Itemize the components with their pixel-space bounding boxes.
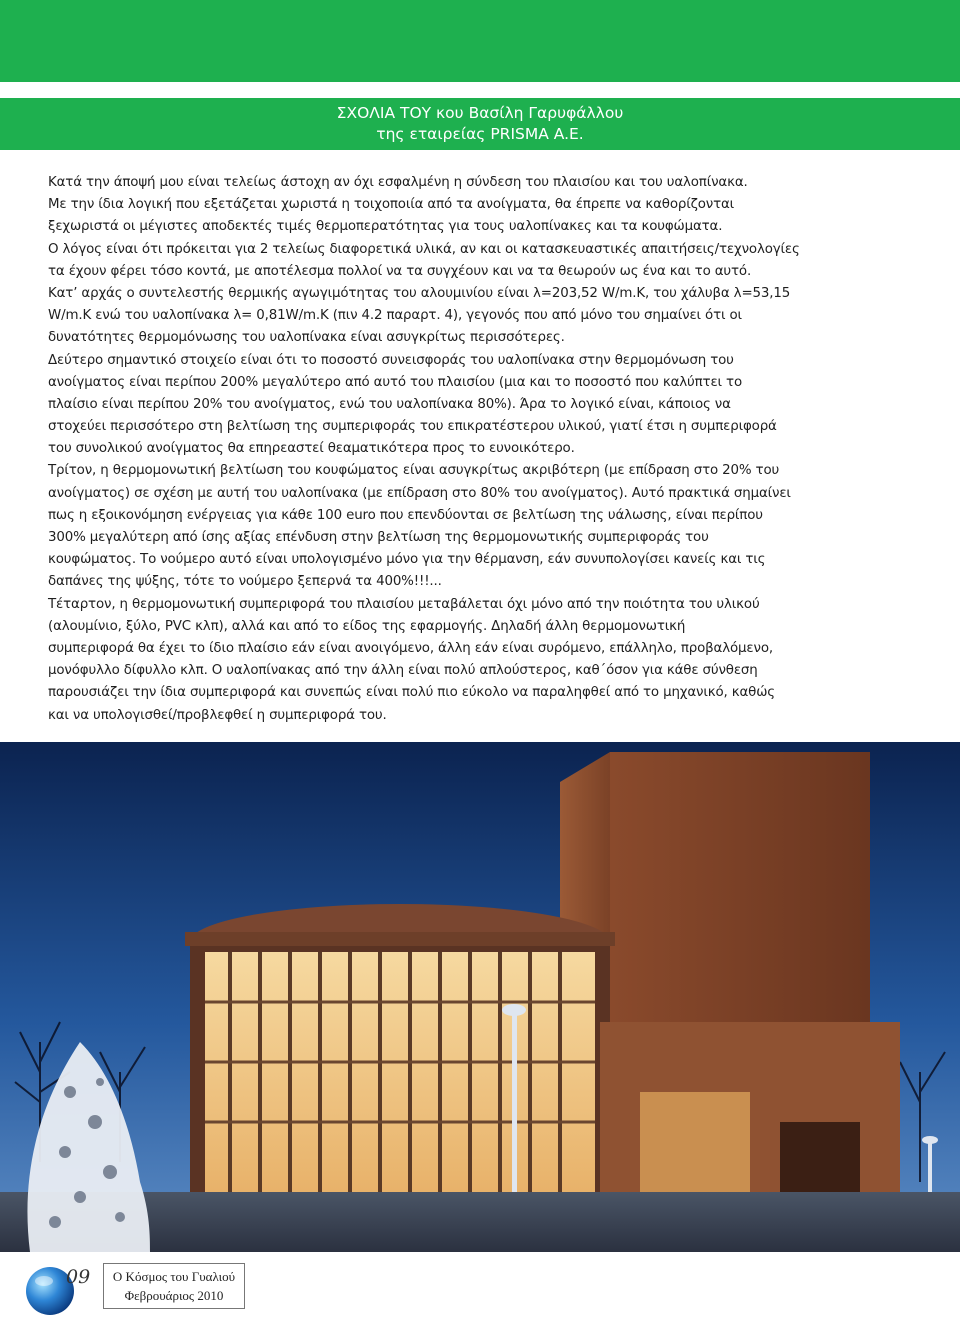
body-line: Κατ’ αρχάς ο συντελεστής θερμικής αγωγιμότητας του αλουμινίου είναι λ=203,52 W/m.K, του χάλυβα λ=53,15 (48, 285, 791, 301)
body-line: τα έχουν φέρει τόσο κοντά, με αποτέλεσμα πολλοί να τα συγχέουν και να τα θεωρούν ως ένα και το αυτό. (48, 263, 752, 279)
article-heading-bar (0, 98, 960, 150)
body-line: δυνατότητες θερμομόνωσης του υαλοπίνακα είναι ασυγκρίτως περισσότερες. (48, 330, 565, 346)
building-photo-illustration (0, 742, 960, 1252)
body-line: στοχεύει περισσότερο στη βελτίωση της συμπεριφοράς του επικρατέστερου υλικού, γιατί έτσι η συμπεριφορά (48, 419, 777, 435)
body-line: (αλουμίνιο, ξύλο, PVC κλπ), αλλά και από το είδος της εφαρμογής. Δηλαδή άλλη θερμομονωτική (48, 618, 686, 634)
body-line: παρουσιάζει την ίδια συμπεριφορά και συνεπώς είναι πολύ πιο εύκολο να παραληφθεί από το μηχανικό, καθώς (48, 685, 775, 701)
body-line: πως η εξοικονόμηση ενέργειας για κάθε 100 euro που επενδύονται σε βελτίωση της υάλωσης, είναι περίπου (48, 507, 763, 523)
body-line: ξεχωριστά οι μέγιστες αποδεκτές τιμές θερμοπερατότητας για τους υαλοπίνακες και τα κουφώματα. (48, 219, 723, 235)
body-line: W/m.K ενώ του υαλοπίνακα λ= 0,81W/m.K (πιν 4.2 παραρτ. 4), γεγονός που από μόνο του σημαίνει ότι οι (48, 308, 742, 324)
body-line: ανοίγματος είναι περίπου 200% μεγαλύτερο από αυτό του πλαισίου (μια και το ποσοστό που καλύπτει το (48, 374, 742, 390)
article-body (48, 172, 916, 727)
heading-line-2: της εταιρείας PRISMA A.E. (376, 125, 584, 143)
magazine-title: Ο Κόσμος του Γυαλιού (112, 1269, 236, 1284)
heading-line-1: ΣΧΟΛΙΑ ΤΟΥ κου Βασίλη Γαρυφάλλου (336, 104, 624, 122)
body-line: Δεύτερο σημαντικό στοιχείο είναι ότι το ποσοστό συνεισφοράς του υαλοπίνακα στην θερμομόνωση του (48, 352, 734, 368)
body-line: συμπεριφορά θα έχει το ίδιο πλαίσιο εάν είναι ανοιγόμενο, άλλη εάν είναι συρόμενο, επάλληλο, προβαλόμενο, (48, 640, 773, 656)
page-footer (0, 1255, 960, 1320)
body-line: Κατά την άποψή μου είναι τελείως άστοχη αν όχι εσφαλμένη η σύνδεση του πλαισίου και του υαλοπίνακα. (48, 175, 748, 190)
body-line: κουφώματος. Το νούμερο αυτό είναι υπολογισμένο μόνο για την θέρμανση, εάν συνυπολογίσει κανείς και τις (48, 552, 766, 568)
body-line: Τέταρτον, η θερμομονωτική συμπεριφορά του πλαισίου μεταβάλεται όχι μόνο από την ποιότητα του υλικού (48, 596, 760, 612)
page-number: 09 (66, 1266, 91, 1288)
body-line: 300% μεγαλύτερη από ίσης αξίας επένδυση στην βελτίωση της θερμομονωτικής συμπεριφοράς του (48, 530, 709, 545)
body-line: ανοίγματος) σε σχέση με αυτή του υαλοπίνακα (με επίδραση στο 80% του ανοίγματος). Αυτό πρακτικά σημαίνει (48, 485, 791, 501)
body-line: μονόφυλλο δίφυλλο κλπ. Ο υαλοπίνακας από την άλλη είναι πολύ απλούστερος, καθ΄όσον για κάθε σύνθεση (48, 663, 758, 679)
body-line: δαπάνες της ψύξης, τότε το νούμερο ξεπερνά τα 400%!!!... (48, 574, 442, 590)
body-line: Ο λόγος είναι ότι πρόκειται για 2 τελείως διαφορετικά υλικά, αν και οι κατασκευαστικές απαιτήσεις/τεχνολογίες (48, 241, 800, 257)
body-line: του συνολικού ανοίγματος θα επηρεαστεί θεαματικότερα προς το ευνοικότερο. (48, 441, 575, 457)
top-green-bar (0, 0, 960, 82)
magazine-label-box (103, 1263, 245, 1309)
building-photo (0, 742, 960, 1252)
body-line: Με την ίδια λογική που εξετάζεται χωριστά η τοιχοποιία από τα ανοίγματα, θα έπρεπε να καθορίζονται (48, 197, 735, 213)
issue-date: Φεβρουάριος 2010 (124, 1288, 224, 1303)
body-line: Τρίτον, η θερμομονωτική βελτίωση του κουφώματος είναι ασυγκρίτως ακριβότερη (με επίδραση στο 20% του (48, 463, 780, 479)
body-line: πλαίσιο είναι περίπου 20% του ανοίγματος, ενώ του υαλοπίνακα 80%). Άρα το λογικό είναι, κάποιος να (48, 396, 731, 412)
body-line: και να υπολογισθεί/προβλεφθεί η συμπεριφορά του. (48, 707, 387, 723)
